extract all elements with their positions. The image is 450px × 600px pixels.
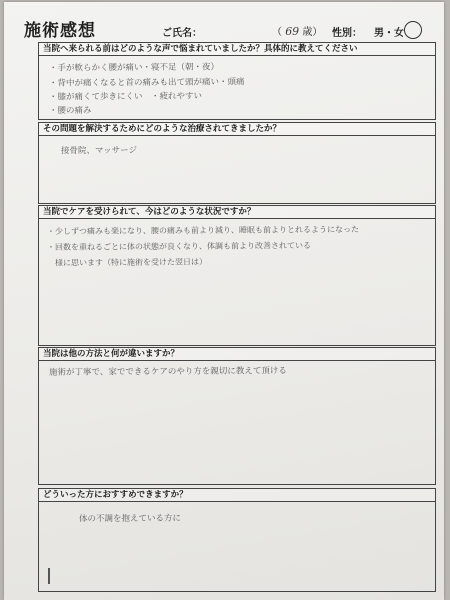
answer-1-line-4: ・腰の痛み [48, 105, 92, 117]
answer-box-1 [38, 56, 436, 120]
answer-box-2 [38, 136, 436, 204]
sheet-title: 施術感想 [24, 21, 96, 41]
age-value: 69 [285, 25, 300, 38]
pen-mark [48, 568, 50, 584]
answer-5-line-1: 体の不調を抱えている方に [78, 513, 182, 525]
answer-3-line-2: ・回数を重ねるごとに体の状態が良くなり、体調も前より改善されている [46, 241, 312, 252]
question-2: その問題を解決するためにどのような治療されてきましたか？ [38, 122, 436, 136]
answer-box-3 [38, 219, 436, 346]
age-open-paren: （ [272, 27, 282, 38]
answer-3-line-3: 様に思います（特に施術を受けた翌日は） [46, 257, 208, 268]
name-label: ご氏名： [162, 28, 202, 39]
answer-box-5 [38, 502, 436, 592]
answer-1-line-2: ・背中が痛くなると首の痛みも出て頭が痛い・頭痛 [48, 77, 245, 89]
answer-3-line-1: ・少しずつ痛みも楽になり、腰の痛みも前より減り、睡眠も前よりとれるようになった [46, 224, 360, 237]
age-field [272, 23, 322, 38]
gender-selected-circle [404, 21, 422, 39]
question-5: どういった方におすすめできますか？ [38, 488, 436, 502]
age-suffix: 歳） [302, 27, 323, 38]
answer-1-line-3: ・膝が痛くて歩きにくい ・疲れやすい [48, 91, 203, 103]
gender-label: 性別： [332, 28, 362, 39]
sheet-header [24, 12, 432, 42]
question-1: 当院へ来られる前はどのような声で悩まれていましたか？具体的に教えてください [38, 42, 436, 56]
answer-box-4 [38, 361, 436, 485]
question-4: 当院は他の方法と何が違いますか？ [38, 347, 436, 361]
survey-sheet [4, 2, 444, 600]
answer-4-line-1: 施術が丁寧で、家でできるケアのやり方を親切に教えて頂ける [48, 366, 287, 378]
answer-1-line-1: ・手が軟らかく腰が痛い・寝不足（朝・夜） [48, 62, 220, 74]
question-3: 当院でケアを受けられて、今はどのような状況ですか？ [38, 205, 436, 219]
gender-options: 男・女 [374, 28, 404, 39]
answer-2-line-1: 接骨院、マッサージ [60, 145, 138, 157]
